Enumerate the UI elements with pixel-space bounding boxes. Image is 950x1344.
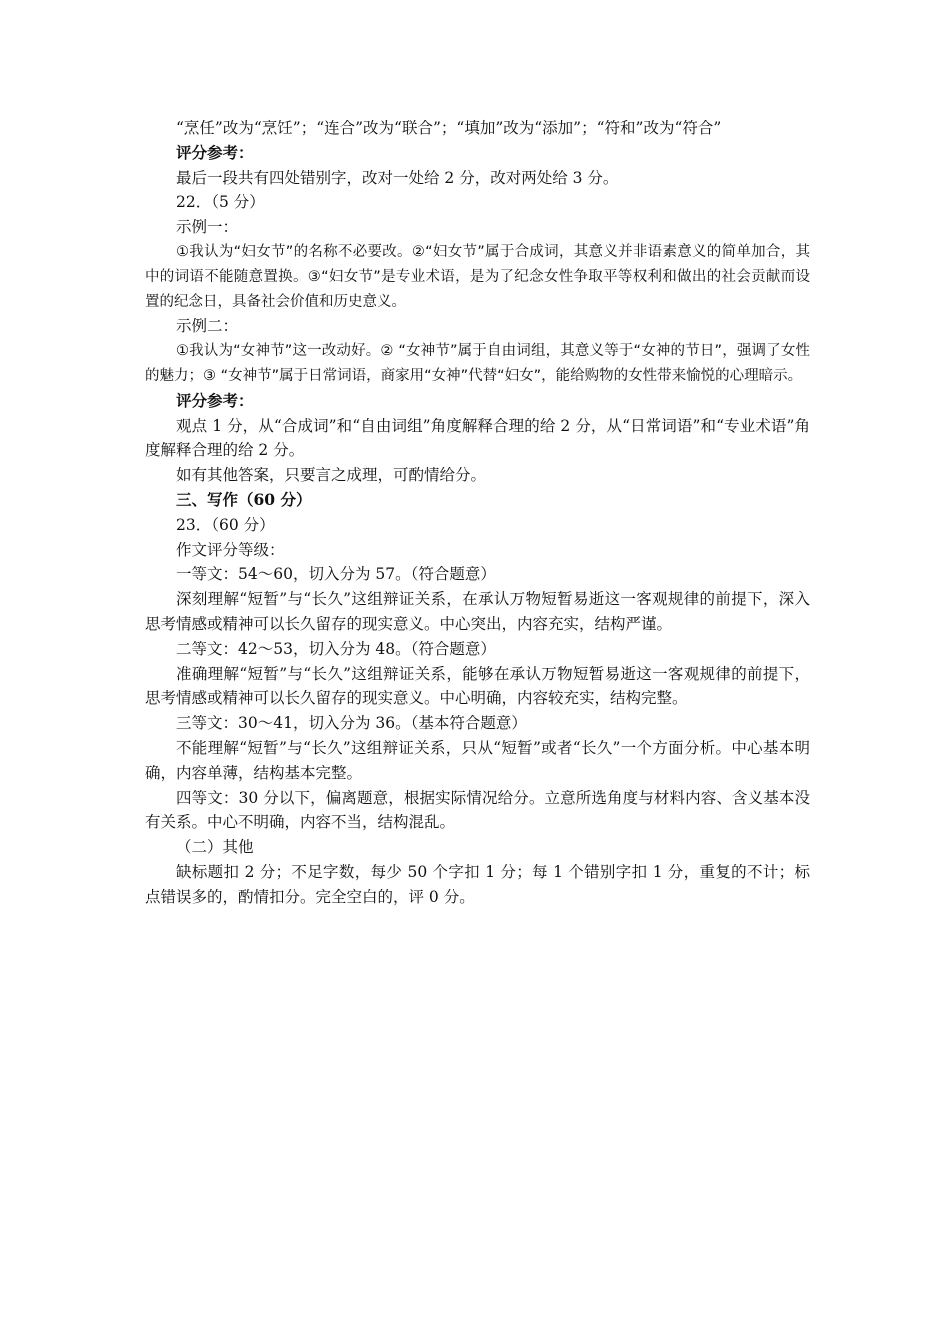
q22-example2-label: 示例二： bbox=[176, 317, 239, 336]
q22-example1-label: 示例一： bbox=[176, 218, 239, 237]
q21-scoring-label: 评分参考： bbox=[176, 142, 254, 162]
other-deductions-heading: （二）其他 bbox=[176, 838, 254, 857]
grade-4-description: 四等文：30 分以下，偏离题意，根据实际情况给分。立意所选角度与材料内容、含义基本没有关系。中心不明确，内容不当，结构混乱。 bbox=[145, 788, 810, 832]
q22-scoring-text: 观点 1 分，从“合成词”和“自由词组”角度解释合理的给 2 分，从“日常词语”和“专业术语”角度解释合理的给 2 分。 bbox=[145, 416, 810, 460]
q21-scoring-text: 最后一段共有四处错别字，改对一处给 2 分，改对两处给 3 分。 bbox=[176, 168, 619, 187]
grade-3-description: 不能理解“短暂”与“长久”这组辩证关系，只从“短暂”或者“长久”一个方面分析。中心基本明确，内容单薄，结构基本完整。 bbox=[145, 738, 810, 782]
q22-example1-text: ①我认为“妇女节”的名称不必要改。②“妇女节”属于合成词，其意义并非语素意义的简单加合，其中的词语不能随意置换。③“妇女节”是专业术语，是为了纪念女性争取平等权利和做出的社会贡献而设置的纪念日，具备社会价值和历史意义。 bbox=[145, 243, 810, 310]
q22-example2-text: ①我认为“女神节”这一改动好。② “女神节”属于自由词组，其意义等于“女神的节日”，强调了女性的魅力；③ “女神节”属于日常词语，商家用“女神”代替“妇女”，能给购物的女性带来愉悦的心理暗示。 bbox=[145, 343, 810, 384]
q21-answer: “烹任”改为“烹饪”；“连合”改为“联合”；“填加”改为“添加”；“符和”改为“符合” bbox=[176, 119, 722, 137]
other-deductions-text: 缺标题扣 2 分；不足字数，每少 50 个字扣 1 分；每 1 个错别字扣 1 分，重复的不计；标点错误多的，酌情扣分。完全空白的，评 0 分。 bbox=[145, 862, 810, 906]
grade-1-description: 深刻理解“短暂”与“长久”这组辩证关系，在承认万物短暂易逝这一客观规律的前提下，深入思考情感或精神可以长久留存的现实意义。中心突出，内容充实，结构严谨。 bbox=[145, 590, 810, 633]
writing-section-heading: 三、写作（60 分） bbox=[176, 489, 312, 509]
q22-scoring-label: 评分参考： bbox=[176, 390, 254, 410]
grade-1-label: 一等文：54～60，切入分为 57。（符合题意） bbox=[176, 565, 496, 584]
answer-key-content bbox=[145, 116, 810, 910]
q22-heading: 22．（5 分） bbox=[176, 193, 265, 212]
grade-2-label: 二等文：42～53，切入分为 48。（符合题意） bbox=[176, 639, 496, 658]
grade-3-label: 三等文：30～41，切入分为 36。（基本符合题意） bbox=[176, 714, 527, 733]
grade-2-description: 准确理解“短暂”与“长久”这组辩证关系，能够在承认万物短暂易逝这一客观规律的前提下，思考情感或精神可以长久留存的现实意义。中心明确，内容较充实，结构完整。 bbox=[145, 664, 810, 708]
q22-other-answers: 如有其他答案，只要言之成理，可酌情给分。 bbox=[176, 466, 487, 485]
grading-levels-title: 作文评分等级： bbox=[176, 540, 285, 559]
q23-heading: 23．（60 分） bbox=[176, 515, 275, 534]
